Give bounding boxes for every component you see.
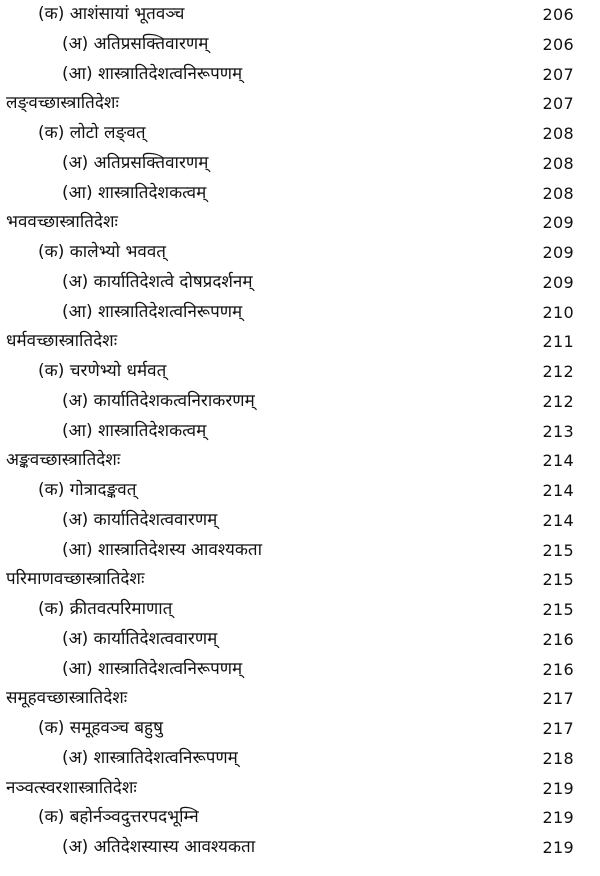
toc-entry-title: (अ) अतिप्रसक्तिवारणम्: [62, 152, 209, 173]
toc-entry: [0, 625, 600, 654]
toc-page-number: 209: [542, 243, 574, 262]
toc-entry: [0, 30, 600, 59]
toc-entry-title: (आ) शास्त्रातिदेशत्वनिरूपणम्: [62, 63, 243, 84]
toc-page-number: 219: [542, 808, 574, 828]
toc-page-number: 206: [542, 34, 574, 54]
toc-entry: [0, 714, 600, 743]
toc-page-number: 207: [542, 94, 574, 114]
toc-entry-title: (क) क्रीतवत्परिमाणात्: [38, 599, 173, 619]
toc-entry: [0, 595, 600, 624]
toc-entry-title: (क) लोटो लङ्वत्: [38, 123, 146, 143]
toc-page-number: 208: [542, 183, 574, 203]
toc-page-number: 214: [542, 510, 574, 530]
toc-entry: [0, 60, 600, 89]
toc-entry: [0, 238, 600, 267]
toc-entry-title: (आ) शास्त्रातिदेशत्वनिरूपणम्: [62, 658, 243, 679]
toc-entry: [0, 357, 600, 386]
toc-entry-title: (अ) कार्यातिदेशत्ववारणम्: [62, 628, 218, 649]
toc-entry-title: (अ) शास्त्रातिदेशत्वनिरूपणम्: [62, 747, 238, 768]
toc-page-number: 208: [542, 153, 574, 173]
toc-entry: [0, 565, 600, 594]
toc-page-number: 206: [542, 5, 574, 24]
toc-entry: [0, 417, 600, 446]
toc-entry-title: (अ) अतिप्रसक्तिवारणम्: [62, 33, 209, 54]
toc-entry: [0, 684, 600, 713]
toc-entry-title: (आ) शास्त्रातिदेशत्वनिरूपणम्: [62, 301, 243, 322]
toc-entry: [0, 387, 600, 416]
toc-page-number: 214: [542, 481, 574, 500]
toc-entry-title: (क) कालेभ्यो भववत्: [38, 242, 166, 262]
toc-entry-title: (आ) शास्त्रातिदेशकत्वम्: [62, 182, 207, 203]
toc-entry-title: (अ) अतिदेशस्यास्य आवश्यकता: [62, 837, 256, 857]
toc-page-number: 216: [542, 629, 574, 649]
toc-page-number: 215: [542, 570, 574, 590]
toc-entry: [0, 208, 600, 237]
toc-entry-title: अङ्कवच्छास्त्रातिदेशः: [6, 450, 121, 471]
toc-entry: [0, 179, 600, 208]
toc-page-number: 211: [542, 332, 574, 352]
toc-entry-title: (क) गोत्राद‌ङ्कवत्: [38, 480, 137, 500]
toc-entry-title: (आ) शास्त्रातिदेशकत्वम्: [62, 420, 207, 441]
toc-entry-title: (अ) कार्यातिदेशत्ववारणम्: [62, 509, 218, 530]
toc-page-number: 214: [542, 451, 574, 471]
toc-entry-title: परिमाणवच्छास्त्रातिदेशः: [6, 569, 145, 590]
toc-entry-title: नञ्वत्स्वरशास्त्रातिदेशः: [6, 777, 137, 798]
toc-page-number: 219: [542, 778, 574, 798]
toc-entry: [0, 446, 600, 475]
toc-entry-title: भववच्छास्त्रातिदेशः: [6, 212, 118, 233]
toc-page-number: 215: [542, 600, 574, 619]
toc-entry: [0, 833, 600, 862]
toc-page-number: 213: [542, 421, 574, 441]
toc-page-number: 217: [542, 719, 574, 738]
toc-entry-title: (क) आशंसायां भूतवञ्च: [38, 4, 185, 24]
toc-entry-title: (आ) शास्त्रातिदेशस्य आवश्यकता: [62, 539, 263, 560]
toc-entry: [0, 476, 600, 505]
toc-entry-title: समूहवच्छास्त्रातिदेशः: [6, 688, 128, 709]
toc-page-number: 212: [542, 362, 574, 381]
toc-page-number: 215: [542, 540, 574, 560]
toc-entry: [0, 774, 600, 803]
toc-page-number: 207: [542, 64, 574, 84]
toc-entry: [0, 89, 600, 118]
toc-page-number: 209: [542, 272, 574, 292]
toc-entry: [0, 298, 600, 327]
toc-page-number: 208: [542, 124, 574, 143]
toc-entry-title: (क) चरणेभ्यो धर्मवत्: [38, 361, 167, 381]
toc-page-number: 210: [542, 302, 574, 322]
toc-entry-title: (अ) कार्यातिदेशत्वे दोषप्रदर्शनम्: [62, 271, 253, 292]
toc-entry: [0, 506, 600, 535]
toc-entry: [0, 655, 600, 684]
toc-entry: [0, 327, 600, 356]
toc-page-number: 218: [542, 748, 574, 768]
toc-entry-title: (अ) कार्यातिदेशकत्वनिराकरणम्: [62, 390, 255, 411]
toc-page-number: 217: [542, 689, 574, 709]
toc-entry: [0, 0, 600, 29]
toc-page-number: 219: [542, 838, 574, 857]
toc-entry: [0, 119, 600, 148]
toc-entry: [0, 268, 600, 297]
toc-page-number: 209: [542, 213, 574, 233]
toc-entry: [0, 744, 600, 773]
toc-entry-title: (क) बहोर्नञ्वदुत्तरपदभूम्नि: [38, 807, 199, 828]
toc-entry: [0, 536, 600, 565]
toc-page-number: 216: [542, 659, 574, 679]
toc-page-number: 212: [542, 391, 574, 411]
toc-entry: [0, 149, 600, 178]
toc-entry: [0, 803, 600, 832]
toc-entry-title: लङ्वच्छास्त्रातिदेशः: [6, 93, 119, 114]
toc-entry-title: धर्मवच्छास्त्रातिदेशः: [6, 331, 118, 352]
toc-entry-title: (क) समूहवञ्च बहुषु: [38, 718, 163, 738]
